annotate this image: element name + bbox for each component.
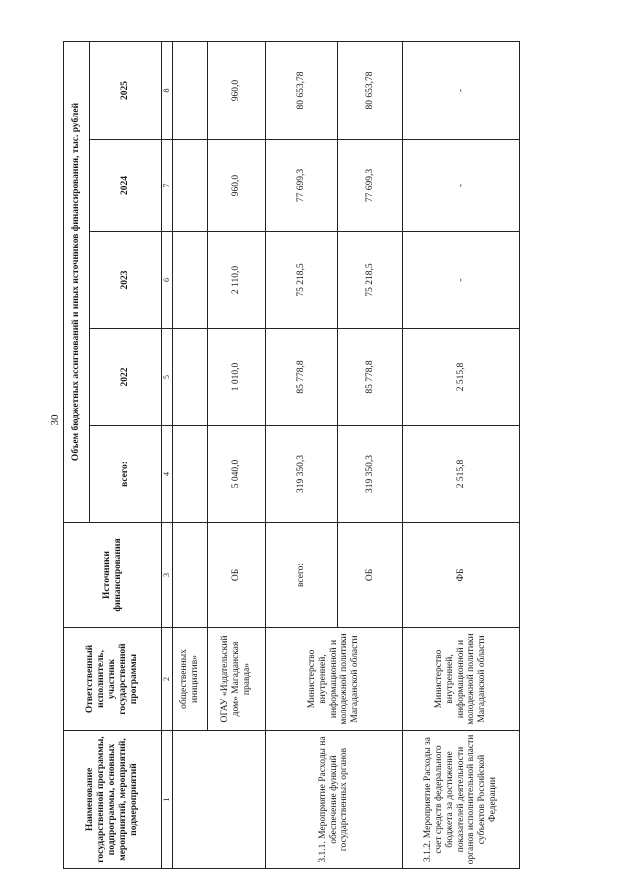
column-index-row [162, 41, 173, 868]
column-index: 1 [162, 731, 173, 869]
year-2022-cell: 1 010,0 [208, 329, 266, 426]
table-row [403, 41, 520, 868]
year-2023-cell [173, 232, 208, 329]
header-row-1 [64, 41, 90, 868]
header-executor: Ответственный исполнитель, участник государственной программы [64, 628, 162, 731]
year-2022-cell: 85 778,8 [266, 329, 338, 426]
executor-cell: Министерство внутренней, информационной и молодежной политики Магаданской области [403, 628, 520, 731]
source-cell [173, 523, 208, 628]
program-name-cell: 3.1.2. Мероприятие Расходы за счет средств федерального бюджета за достижение показателей деятельности органов исполнительной власти субъектов Российской Федерации [403, 731, 520, 869]
source-cell: ОБ [338, 523, 403, 628]
header-total: всего: [90, 426, 162, 523]
column-index: 6 [162, 232, 173, 329]
column-index: 7 [162, 140, 173, 232]
column-index: 2 [162, 628, 173, 731]
executor-cell: общественных инициатив» [173, 628, 208, 731]
executor-cell: ОГАУ «Издательский дом» Магаданская правда» [208, 628, 266, 731]
year-2024-cell: 77 699,3 [338, 140, 403, 232]
column-index: 8 [162, 41, 173, 139]
column-index: 4 [162, 426, 173, 523]
total-cell [173, 426, 208, 523]
source-cell: всего: [266, 523, 338, 628]
budget-table-container [63, 42, 640, 865]
header-funding-source: Источники финансирования [64, 523, 162, 628]
rotated-table-frame [63, 42, 518, 869]
year-2024-cell: 77 699,3 [266, 140, 338, 232]
header-year-2025: 2025 [90, 41, 162, 139]
year-2024-cell [173, 140, 208, 232]
year-2022-cell: 2 515,8 [403, 329, 520, 426]
total-cell: 5 040,0 [208, 426, 266, 523]
year-2023-cell: 75 218,5 [338, 232, 403, 329]
executor-cell: Министерство внутренней, информационной и молодежной политики Магаданской области [266, 628, 403, 731]
column-index: 3 [162, 523, 173, 628]
page-number: 30 [49, 414, 61, 426]
year-2025-cell: - [403, 41, 520, 139]
year-2025-cell: 80 653,78 [338, 41, 403, 139]
year-2023-cell: 2 110,0 [208, 232, 266, 329]
year-2023-cell: 75 218,5 [266, 232, 338, 329]
program-name-cell: 3.1.1. Мероприятие Расходы на обеспечение функций государственных органов [266, 731, 403, 869]
header-program-name: Наименование государственной программы, подпрограммы, основных мероприятий, мероприятий, подмероприятий [64, 731, 162, 869]
total-cell: 2 515,8 [403, 426, 520, 523]
header-year-2024: 2024 [90, 140, 162, 232]
budget-table [63, 41, 520, 869]
year-2023-cell: - [403, 232, 520, 329]
table-row [266, 41, 338, 868]
header-year-2023: 2023 [90, 232, 162, 329]
year-2024-cell: - [403, 140, 520, 232]
table-row [173, 41, 208, 868]
year-2022-cell [173, 329, 208, 426]
source-cell: ОБ [208, 523, 266, 628]
year-2024-cell: 960,0 [208, 140, 266, 232]
program-name-cell [173, 731, 266, 869]
total-cell: 319 350,3 [266, 426, 338, 523]
column-index: 5 [162, 329, 173, 426]
total-cell: 319 350,3 [338, 426, 403, 523]
source-cell: ФБ [403, 523, 520, 628]
year-2025-cell: 960,0 [208, 41, 266, 139]
year-2025-cell: 80 653,78 [266, 41, 338, 139]
year-2025-cell [173, 41, 208, 139]
header-budget-group: Объем бюджетных ассигнований и иных источников финансирования, тыс. рублей [64, 41, 90, 522]
year-2022-cell: 85 778,8 [338, 329, 403, 426]
header-year-2022: 2022 [90, 329, 162, 426]
